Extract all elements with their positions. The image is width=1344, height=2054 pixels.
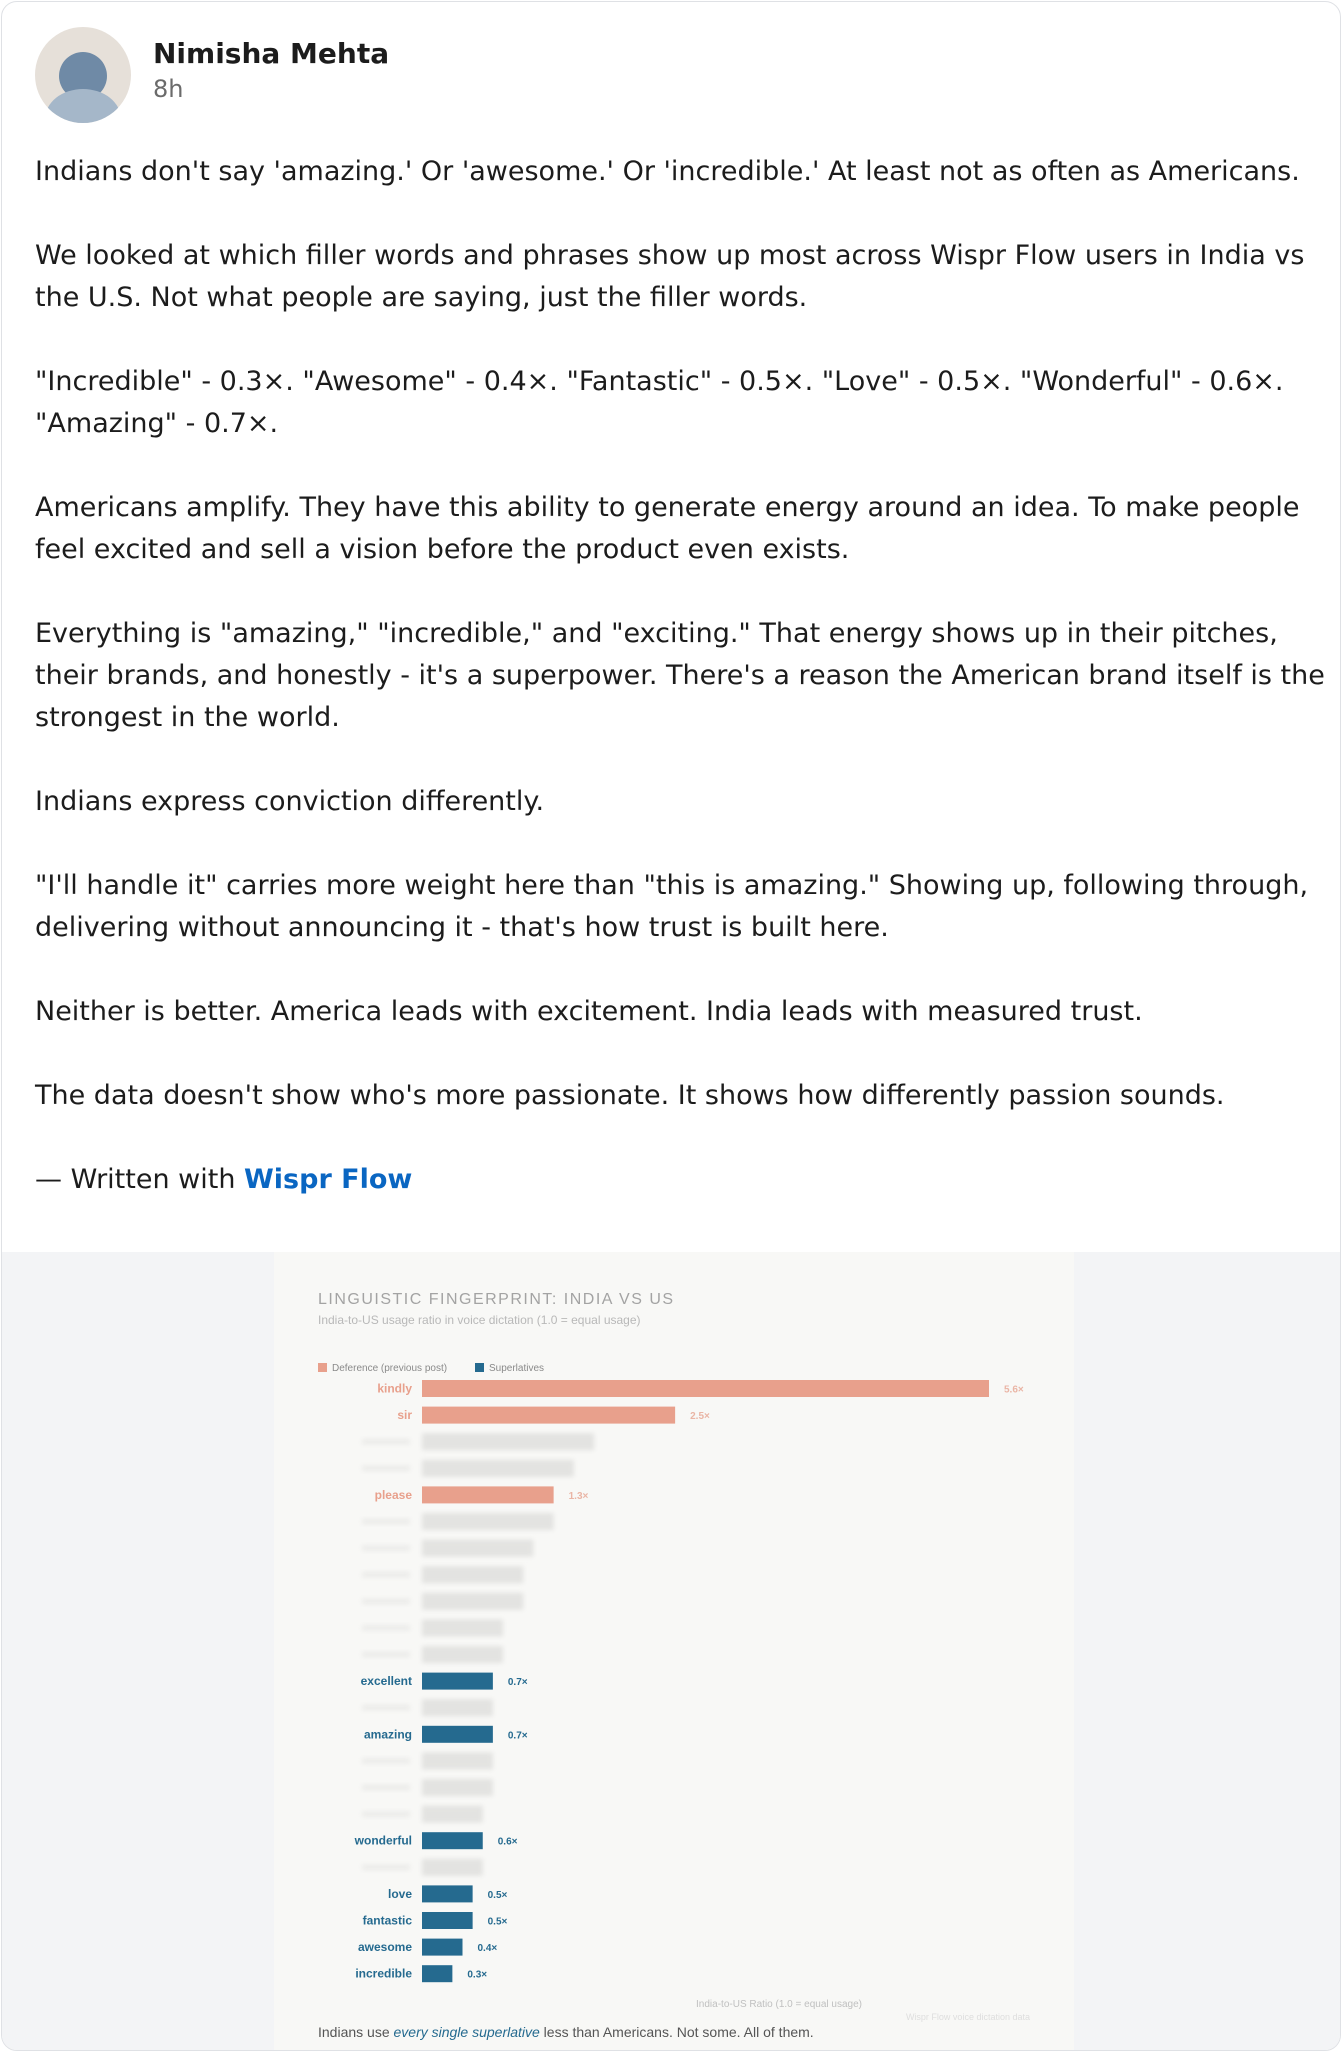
redacted-label bbox=[362, 1465, 410, 1471]
bar-love bbox=[422, 1885, 473, 1902]
value-label-sir: 2.5× bbox=[690, 1411, 710, 1423]
bar-redacted bbox=[422, 1646, 503, 1663]
value-label-fantastic: 0.5× bbox=[487, 1916, 508, 1928]
post-paragraph: We looked at which filler words and phrases show up most across Wispr Flow users in India vs the U.S. Not what people are saying, just the filler words. bbox=[35, 240, 1305, 313]
category-label-sir: sir bbox=[397, 1408, 412, 1423]
avatar-body-shape bbox=[45, 89, 121, 123]
post-text bbox=[35, 151, 1325, 1243]
category-label-fantastic: fantastic bbox=[362, 1913, 412, 1928]
bar-redacted bbox=[422, 1460, 574, 1477]
bar-redacted bbox=[422, 1513, 554, 1530]
bar-redacted bbox=[422, 1806, 483, 1823]
wispr-flow-link[interactable]: Wispr Flow bbox=[244, 1164, 413, 1195]
redacted-label bbox=[362, 1598, 410, 1604]
post-paragraph: Neither is better. America leads with excitement. India leads with measured trust. bbox=[35, 996, 1143, 1027]
redacted-label bbox=[362, 1545, 410, 1551]
bar-chart bbox=[274, 1252, 1074, 2051]
redacted-label bbox=[362, 1519, 410, 1525]
category-label-wonderful: wonderful bbox=[354, 1833, 412, 1848]
caption-after: less than Americans. Not some. All of them. bbox=[539, 2024, 814, 2040]
value-label-please: 1.3× bbox=[568, 1490, 589, 1502]
redacted-label bbox=[362, 1625, 410, 1631]
value-label-excellent: 0.7× bbox=[507, 1677, 528, 1689]
bar-redacted bbox=[422, 1752, 493, 1769]
bar-incredible bbox=[422, 1965, 452, 1982]
chart-source: Wispr Flow voice dictation data bbox=[905, 2012, 1030, 2022]
post-paragraph: The data doesn't show who's more passionate. It shows how differently passion sounds. bbox=[35, 1080, 1225, 1111]
category-label-awesome: awesome bbox=[357, 1940, 412, 1955]
post-image[interactable] bbox=[2, 1252, 1341, 2051]
legend-swatch-superlatives bbox=[475, 1363, 484, 1372]
bar-redacted bbox=[422, 1566, 523, 1583]
x-axis-label: India-to-US Ratio (1.0 = equal usage) bbox=[696, 1999, 862, 2010]
bar-excellent bbox=[422, 1673, 493, 1690]
category-label-love: love bbox=[387, 1886, 412, 1901]
value-label-love: 0.5× bbox=[487, 1889, 508, 1901]
legend-label-superlatives: Superlatives bbox=[489, 1363, 545, 1374]
category-label-excellent: excellent bbox=[360, 1674, 412, 1689]
redacted-label bbox=[362, 1785, 410, 1791]
value-label-amazing: 0.7× bbox=[507, 1730, 528, 1742]
redacted-label bbox=[362, 1572, 410, 1578]
chart-bars bbox=[354, 1380, 1024, 1982]
post-paragraph: Indians express conviction differently. bbox=[35, 786, 545, 817]
bar-please bbox=[422, 1486, 554, 1503]
post-timestamp[interactable]: 8h bbox=[153, 75, 184, 103]
redacted-label bbox=[362, 1439, 410, 1445]
bar-redacted bbox=[422, 1433, 594, 1450]
caption-emphasis: every single superlative bbox=[393, 2024, 540, 2040]
bar-redacted bbox=[422, 1593, 523, 1610]
caption-before: Indians use bbox=[318, 2024, 394, 2040]
redacted-label bbox=[362, 1705, 410, 1711]
chart-title: LINGUISTIC FINGERPRINT: INDIA VS US bbox=[318, 1291, 675, 1308]
bar-redacted bbox=[422, 1779, 493, 1796]
post-paragraph: Indians don't say 'amazing.' Or 'awesome.' Or 'incredible.' At least not as often as Americans. bbox=[35, 156, 1300, 187]
chart-subtitle: India-to-US usage ratio in voice dictation (1.0 = equal usage) bbox=[318, 1313, 641, 1327]
category-label-kindly: kindly bbox=[377, 1381, 412, 1396]
post-card bbox=[1, 1, 1341, 2051]
signature-prefix: — Written with bbox=[35, 1164, 245, 1195]
redacted-label bbox=[362, 1811, 410, 1817]
value-label-kindly: 5.6× bbox=[1004, 1384, 1024, 1396]
bar-sir bbox=[422, 1407, 675, 1424]
redacted-label bbox=[362, 1758, 410, 1764]
bar-fantastic bbox=[422, 1912, 473, 1929]
bar-amazing bbox=[422, 1726, 493, 1743]
bar-redacted bbox=[422, 1619, 503, 1636]
redacted-label bbox=[362, 1652, 410, 1658]
post-paragraph: Americans amplify. They have this ability to generate energy around an idea. To make people feel excited and sell a vision before the product even exists. bbox=[35, 492, 1300, 565]
bar-kindly bbox=[422, 1380, 989, 1397]
chart-caption bbox=[318, 2024, 814, 2040]
legend-label-deference: Deference (previous post) bbox=[332, 1363, 448, 1374]
post-paragraph: Everything is "amazing," "incredible," and "exciting." That energy shows up in their pitches, their brands, and honestly - it's a superpower. There's a reason the American brand itself is the strongest in the world. bbox=[35, 618, 1325, 733]
category-label-incredible: incredible bbox=[355, 1966, 412, 1981]
value-label-incredible: 0.3× bbox=[467, 1969, 488, 1981]
bar-awesome bbox=[422, 1939, 463, 1956]
bar-redacted bbox=[422, 1540, 533, 1557]
post-signature bbox=[35, 1159, 1325, 1201]
redacted-label bbox=[362, 1864, 410, 1870]
post-paragraph: "I'll handle it" carries more weight here than "this is amazing." Showing up, following through, delivering without announcing it - that's how trust is built here. bbox=[35, 870, 1309, 943]
bar-redacted bbox=[422, 1859, 483, 1876]
post-paragraph: "Incredible" - 0.3×. "Awesome" - 0.4×. "Fantastic" - 0.5×. "Love" - 0.5×. "Wonderful" - 0.6×. "Amazing" - 0.7×. bbox=[35, 366, 1284, 439]
chart-image bbox=[274, 1252, 1074, 2051]
category-label-please: please bbox=[374, 1487, 412, 1502]
value-label-wonderful: 0.6× bbox=[497, 1836, 518, 1848]
avatar[interactable] bbox=[35, 27, 131, 123]
value-label-awesome: 0.4× bbox=[477, 1943, 498, 1955]
legend-swatch-deference bbox=[318, 1363, 327, 1372]
author-name[interactable]: Nimisha Mehta bbox=[153, 37, 390, 70]
category-label-amazing: amazing bbox=[363, 1727, 412, 1742]
bar-wonderful bbox=[422, 1832, 483, 1849]
bar-redacted bbox=[422, 1699, 493, 1716]
